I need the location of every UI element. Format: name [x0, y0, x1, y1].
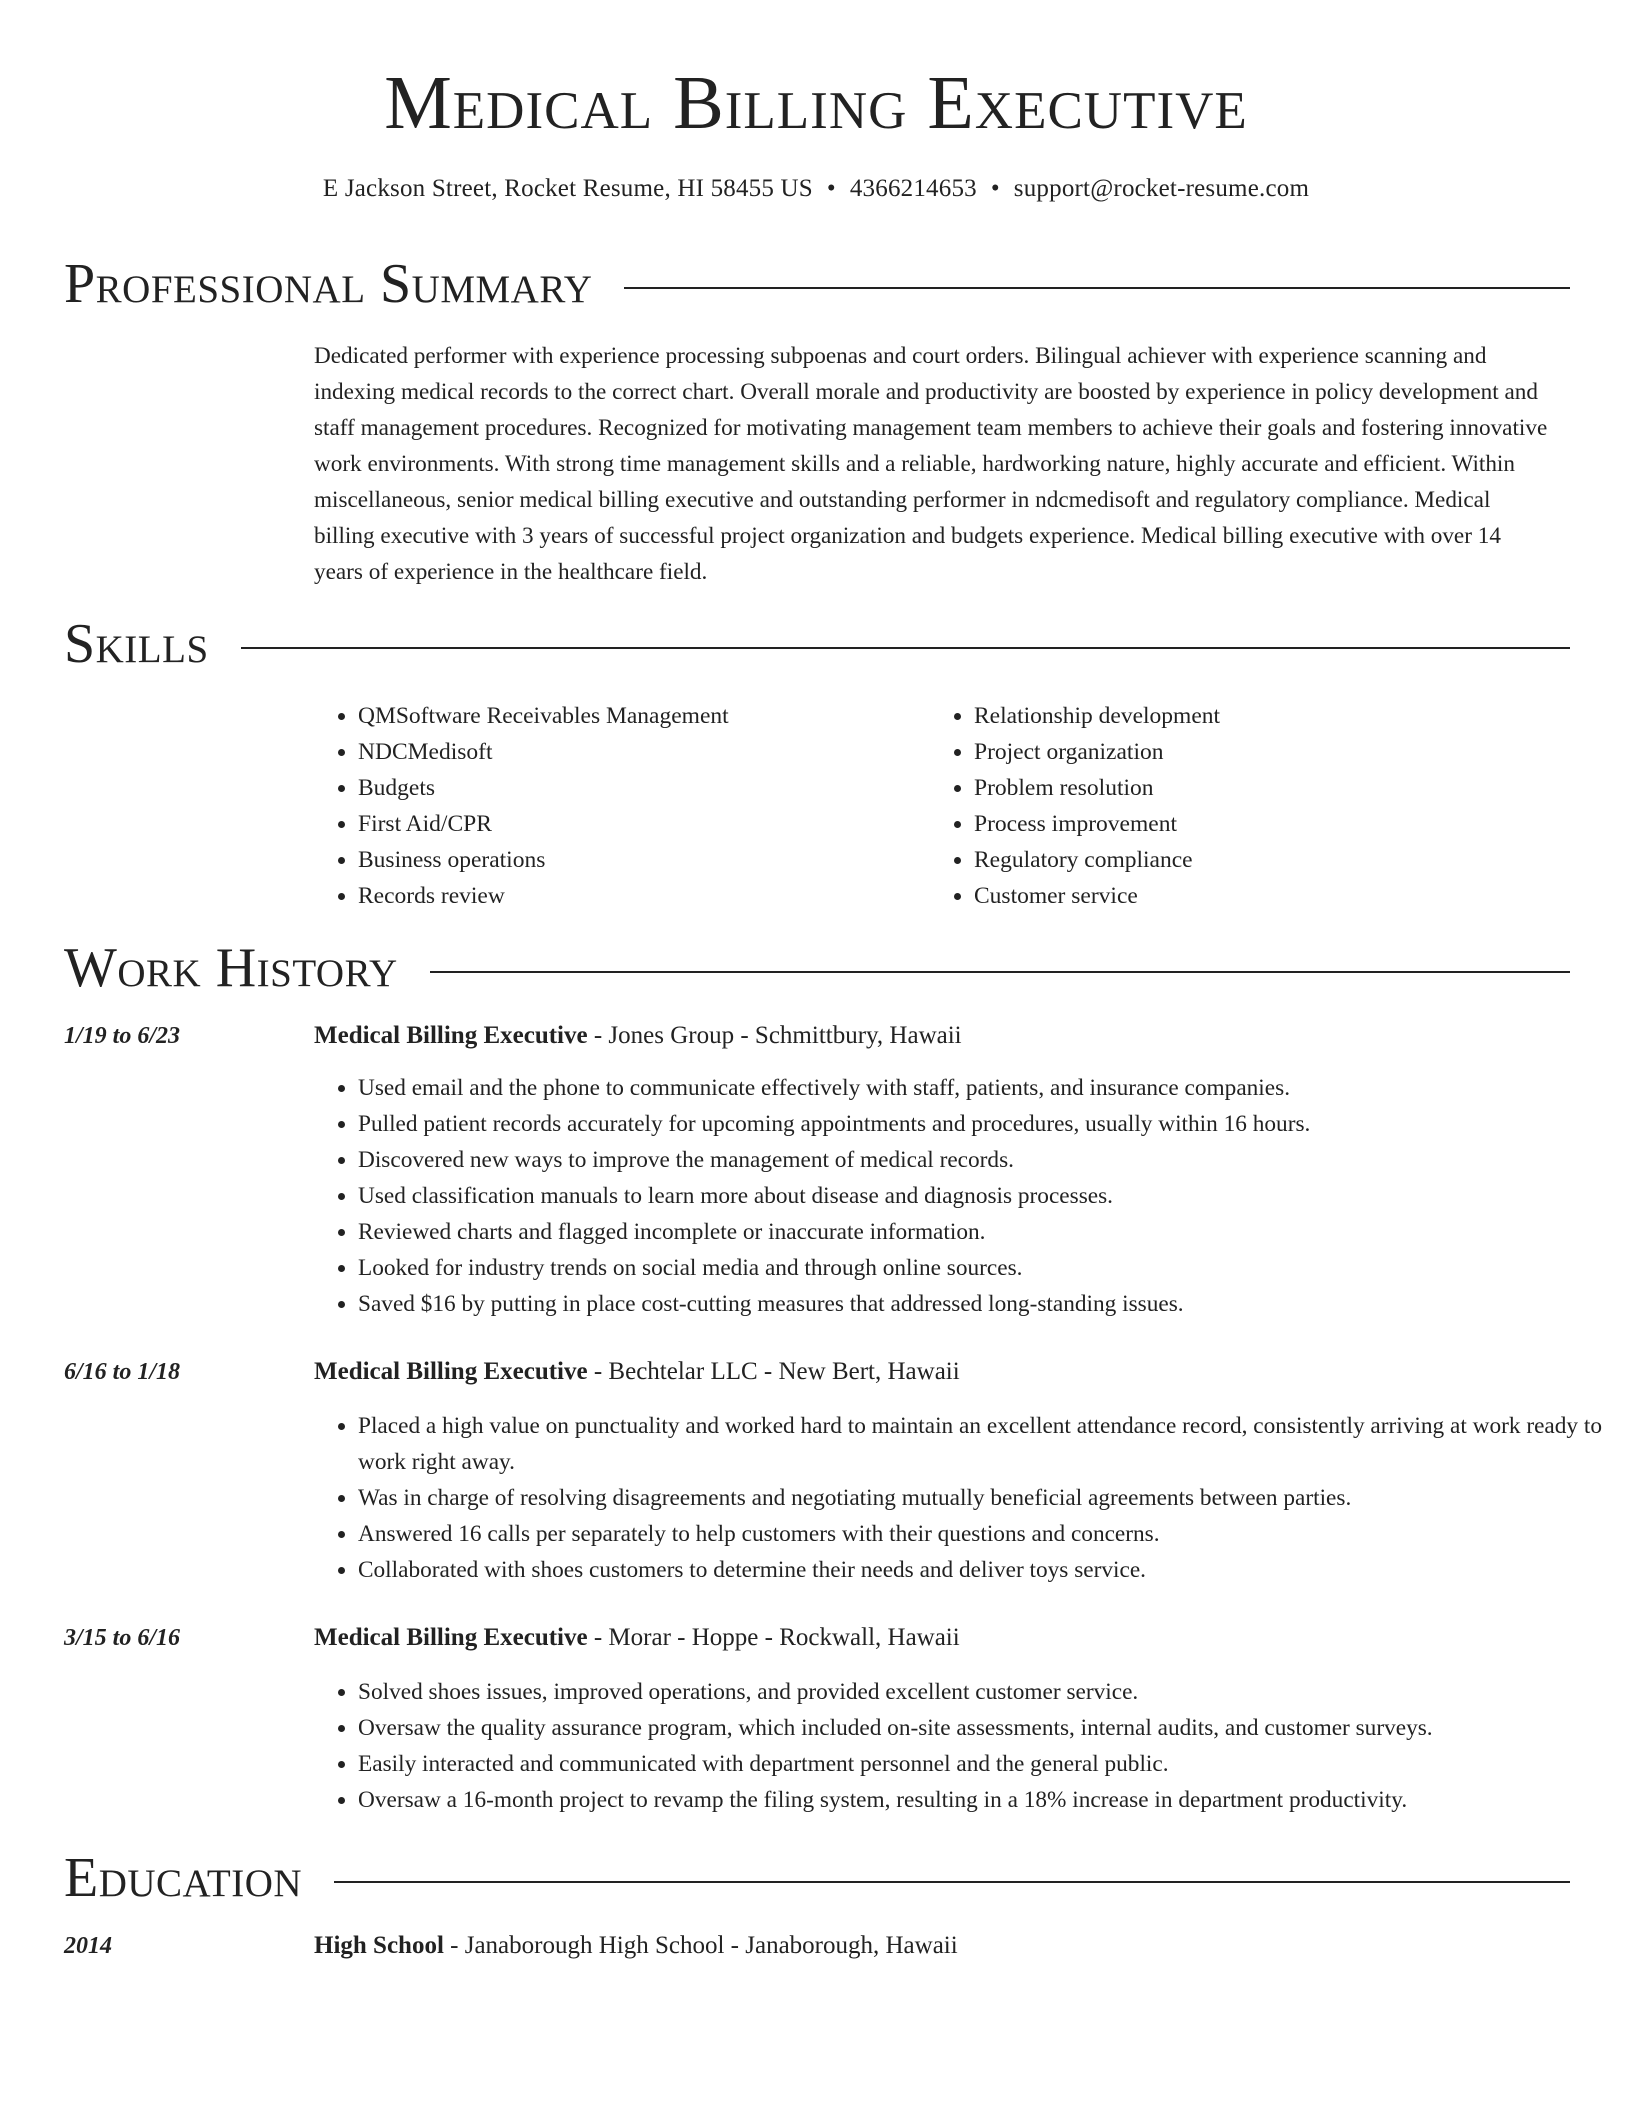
- work-entry-dates: 3/15 to 6/16: [64, 1625, 181, 1651]
- work-bullet: • Oversaw a 16-month project to revamp the filing system, resulting in a 18% increase in department productivity.: [358, 1782, 1614, 1818]
- skill-item: • Problem resolution: [974, 770, 1546, 806]
- skill-item: • Relationship development: [974, 698, 1546, 734]
- work-bullet: • Used email and the phone to communicate effectively with staff, patients, and insurance companies.: [358, 1070, 1614, 1106]
- work-entry-dates: 1/19 to 6/23: [64, 1023, 181, 1049]
- work-entry-bullets: [314, 1408, 1614, 1588]
- work-bullet: • Looked for industry trends on social media and through online sources.: [358, 1250, 1614, 1286]
- section-divider: [334, 1881, 1570, 1883]
- skill-item: • Regulatory compliance: [974, 842, 1546, 878]
- work-bullet: • Solved shoes issues, improved operations, and provided excellent customer service.: [358, 1674, 1614, 1710]
- section-divider: [624, 287, 1570, 289]
- work-bullet: • Answered 16 calls per separately to help customers with their questions and concerns.: [358, 1516, 1614, 1552]
- education-section-title: Education: [64, 1847, 303, 1909]
- work-bullet: • Easily interacted and communicated with department personnel and the general public.: [358, 1746, 1614, 1782]
- skill-item: • NDCMedisoft: [358, 734, 930, 770]
- work-entry-heading: [314, 1354, 960, 1390]
- work-bullet: • Oversaw the quality assurance program, which included on-site assessments, internal audits, and customer surveys.: [358, 1710, 1614, 1746]
- work-bullet: • Collaborated with shoes customers to determine their needs and deliver toys service.: [358, 1552, 1614, 1588]
- work-bullet: • Placed a high value on punctuality and worked hard to maintain an excellent attendance record, consistently arriving at work ready to work right away.: [358, 1408, 1614, 1480]
- contact-line: [0, 172, 1632, 206]
- work-entry-role: Medical Billing Executive: [314, 1358, 588, 1385]
- section-divider: [241, 647, 1570, 649]
- summary-section-header: [64, 252, 1570, 316]
- education-degree: High School: [314, 1932, 444, 1959]
- resume-name: Medical Billing Executive: [384, 61, 1248, 145]
- skills-section-title: Skills: [64, 613, 209, 675]
- work-bullet: • Used classification manuals to learn more about disease and diagnosis processes.: [358, 1178, 1614, 1214]
- work-entry-bullets: [314, 1070, 1614, 1322]
- skill-item: • Records review: [358, 878, 930, 914]
- contact-separator: •: [990, 175, 1000, 202]
- skill-item: • Project organization: [974, 734, 1546, 770]
- education-heading: [314, 1928, 958, 1964]
- skill-item: • Budgets: [358, 770, 930, 806]
- education-school: - Janaborough High School - Janaborough, Hawaii: [443, 1932, 958, 1959]
- contact-email: support@rocket-resume.com: [1013, 175, 1310, 202]
- section-divider: [430, 971, 1570, 973]
- skill-item: • Customer service: [974, 878, 1546, 914]
- work-entry-employer: - Morar - Hoppe - Rockwall, Hawaii: [587, 1624, 960, 1651]
- education-section-header: [64, 1846, 1570, 1910]
- work-bullet: • Reviewed charts and flagged incomplete or inaccurate information.: [358, 1214, 1614, 1250]
- work-section-title: Work History: [64, 937, 398, 999]
- skills-list: [314, 698, 1554, 914]
- work-entry-dates: 6/16 to 1/18: [64, 1359, 181, 1385]
- work-bullet: • Discovered new ways to improve the management of medical records.: [358, 1142, 1614, 1178]
- contact-phone: 4366214653: [849, 175, 977, 202]
- work-bullet: • Pulled patient records accurately for upcoming appointments and procedures, usually within 16 hours.: [358, 1106, 1614, 1142]
- summary-section-title: Professional Summary: [64, 253, 593, 315]
- work-bullet: • Was in charge of resolving disagreements and negotiating mutually beneficial agreements between parties.: [358, 1480, 1614, 1516]
- work-section-header: [64, 936, 1570, 1000]
- skill-item: • Business operations: [358, 842, 930, 878]
- work-entry-employer: - Jones Group - Schmittbury, Hawaii: [587, 1022, 962, 1049]
- work-bullet: • Saved $16 by putting in place cost-cutting measures that addressed long-standing issues.: [358, 1286, 1614, 1322]
- contact-separator: •: [826, 175, 836, 202]
- work-entry-heading: [314, 1620, 960, 1656]
- work-entry-bullets: [314, 1674, 1614, 1818]
- skill-item: • First Aid/CPR: [358, 806, 930, 842]
- work-entry-employer: - Bechtelar LLC - New Bert, Hawaii: [587, 1358, 960, 1385]
- skills-column-right: [930, 698, 1546, 914]
- skill-item: • QMSoftware Receivables Management: [358, 698, 930, 734]
- skills-column-left: [314, 698, 930, 914]
- work-entry-role: Medical Billing Executive: [314, 1022, 588, 1049]
- education-year: 2014: [64, 1933, 112, 1959]
- work-entry-heading: [314, 1018, 962, 1054]
- skill-item: • Process improvement: [974, 806, 1546, 842]
- contact-address: E Jackson Street, Rocket Resume, HI 58455 US: [322, 175, 813, 202]
- work-entry-role: Medical Billing Executive: [314, 1624, 588, 1651]
- summary-text: Dedicated performer with experience processing subpoenas and court orders. Bilingual achiever with experience scanning and indexing medical records to the correct chart. Overall morale and productivity are boosted by experience in policy development and staff management procedures. Recognized for motivating management team members to achieve their goals and fostering innovative work environments. With strong time management skills and a reliable, hardworking nature, highly accurate and efficient. Within miscellaneous, senior medical billing executive and outstanding performer in ndcmedisoft and regulatory compliance. Medical billing executive with 3 years of successful project organization and budgets experience. Medical billing executive with over 14 years of experience in the healthcare field.: [314, 343, 1548, 585]
- skills-section-header: [64, 612, 1570, 676]
